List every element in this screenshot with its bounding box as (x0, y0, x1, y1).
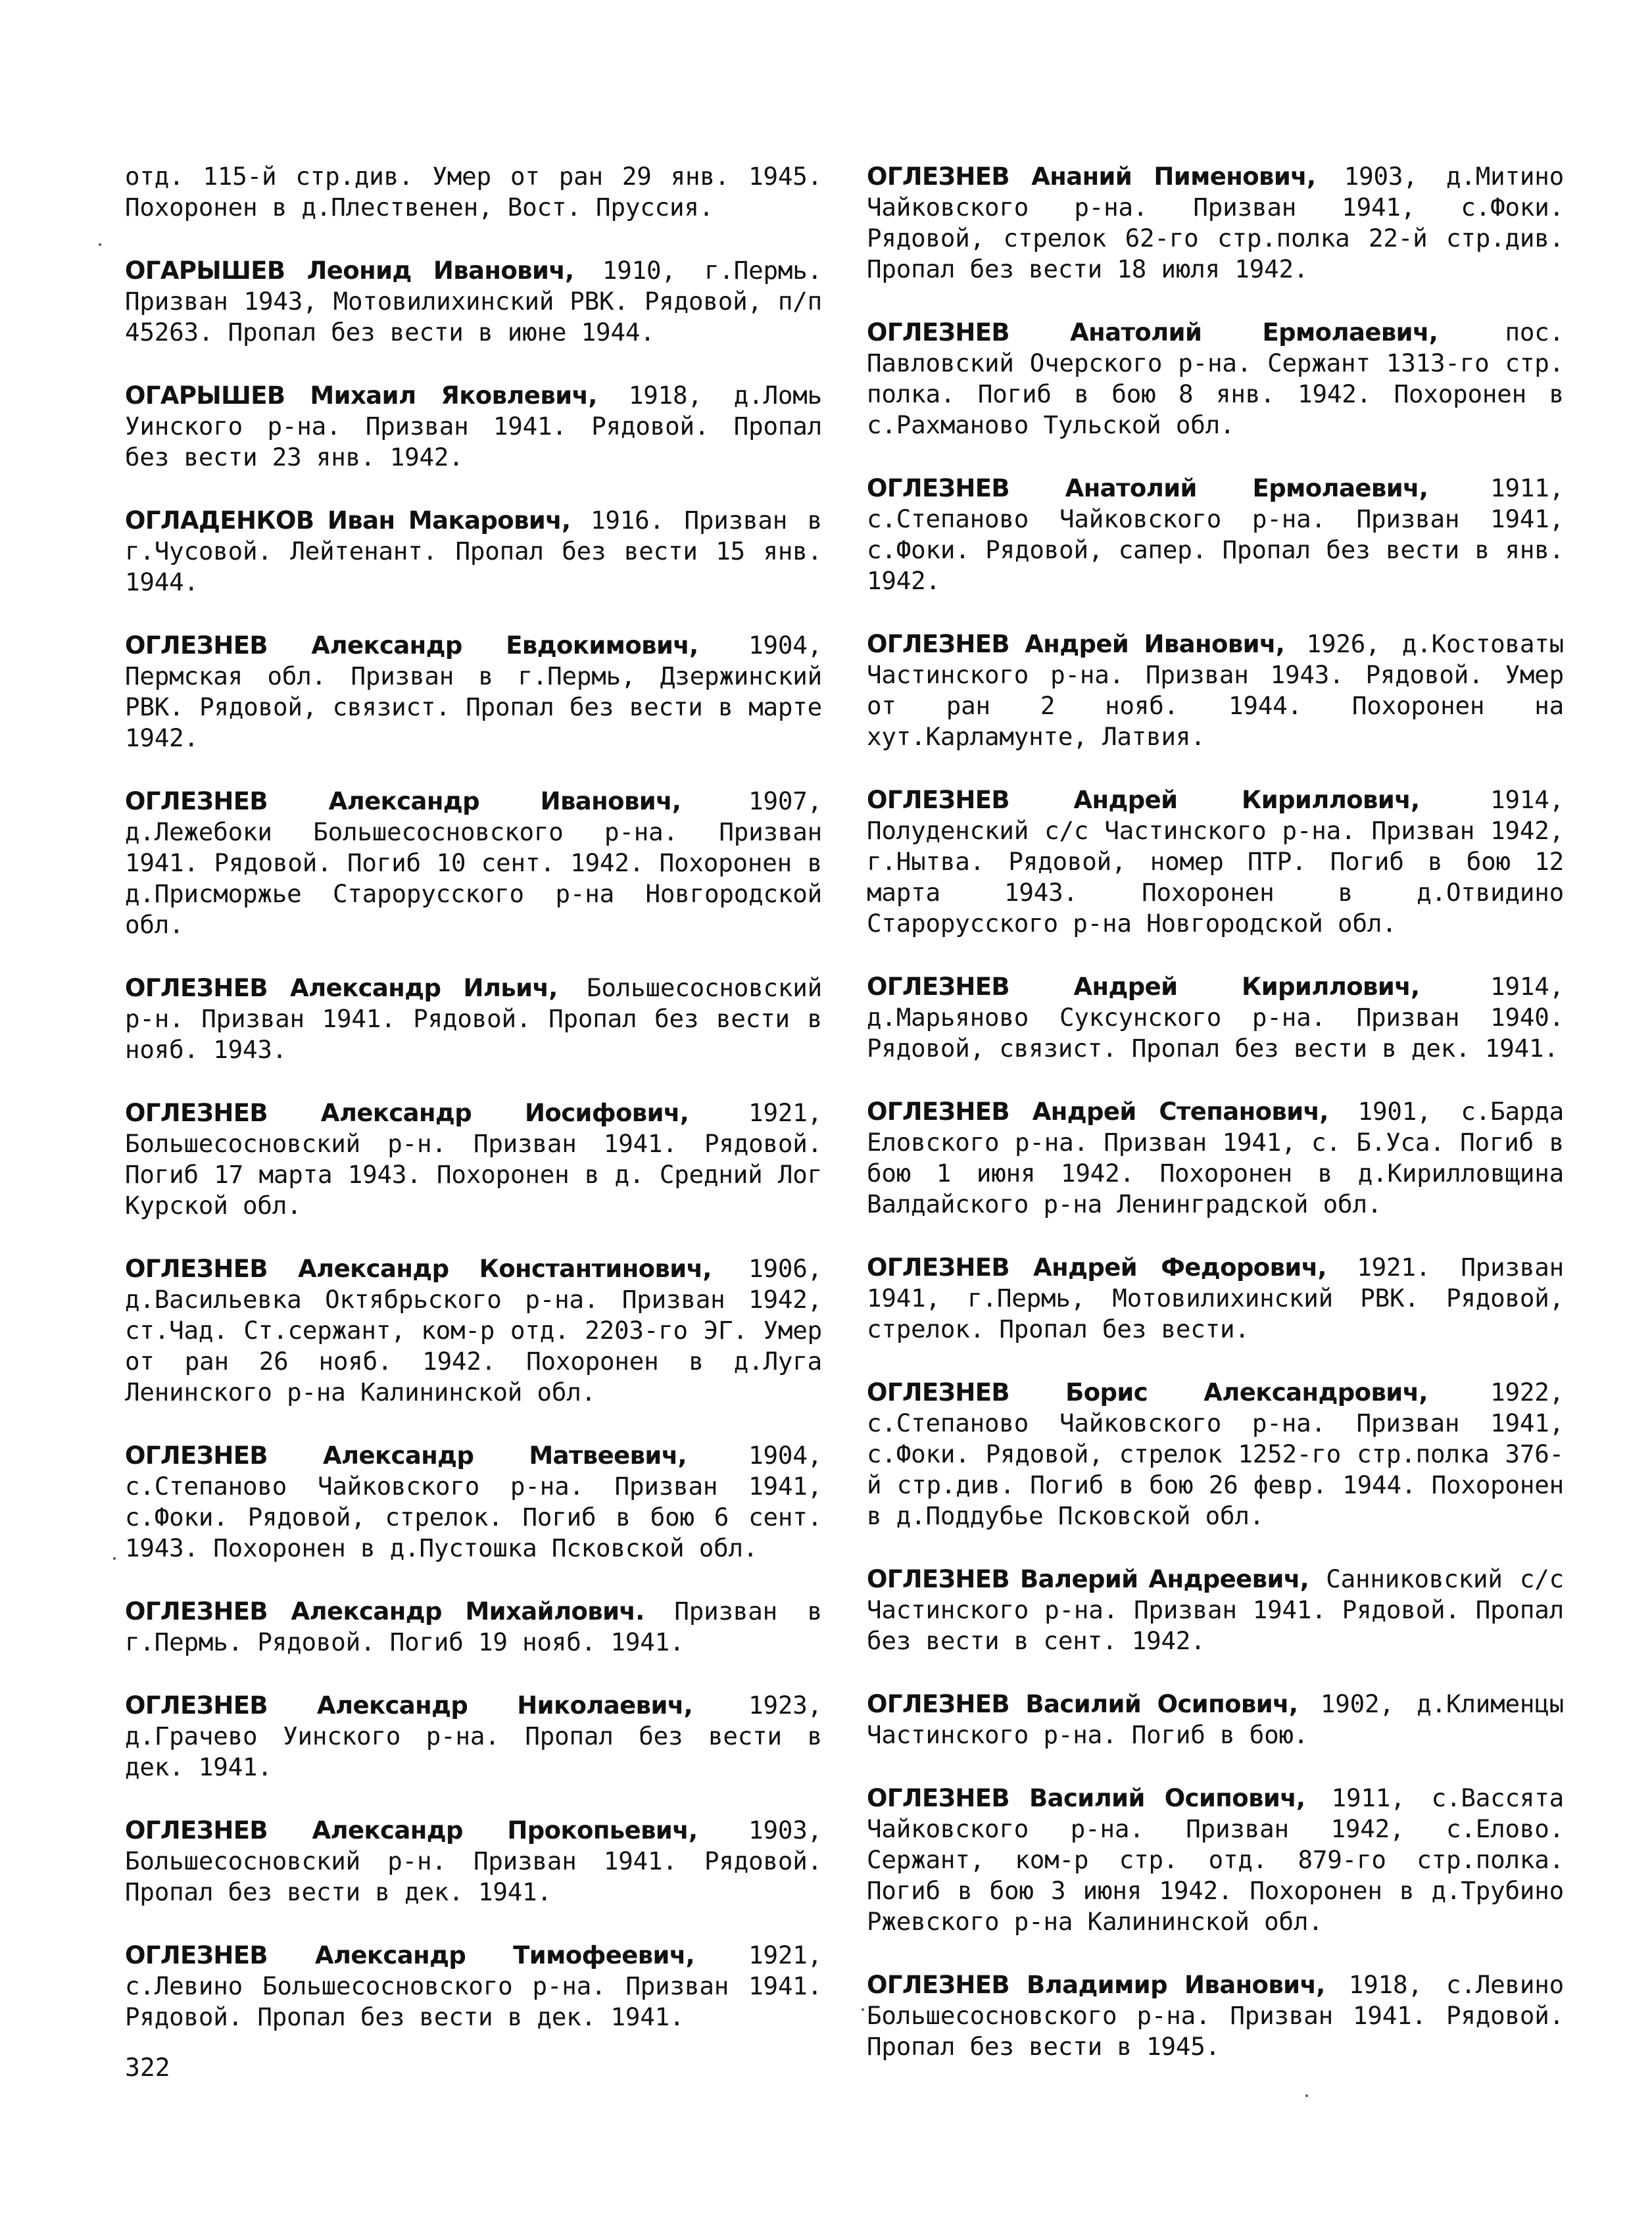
right-entry (867, 1783, 1564, 1937)
left-entry (125, 1098, 822, 1221)
entry-name: ОГЛЕЗНЕВ Андрей Степанович, (867, 1098, 1328, 1126)
entry-name: ОГЛЕЗНЕВ Александр Матвеевич, (125, 1441, 687, 1470)
entry-name: ОГЛЕЗНЕВ Ананий Пименович, (867, 162, 1316, 191)
entry-text: 1910, г.Пермь. Призван 1943, Мотовилихинский РВК. Рядовой, п/п 45263. Пропал без вести в июне 1944. (125, 256, 822, 347)
scan-speck (99, 243, 101, 246)
entry-text: 1904, с.Степаново Чайковского р-на. Призван 1941, с.Фоки. Рядовой, стрелок. Погиб в бою 6 сент. 1943. Похоронен в д.Пустошка Псковской обл. (125, 1441, 822, 1562)
entry-text: 1914, Полуденский с/с Частинского р-на. Призван 1942, г.Нытва. Рядовой, номер ПТР. Погиб в бою 12 марта 1943. Похоронен в д.Отвидино Старорусского р-на Новгородской обл. (867, 785, 1564, 938)
entry-text: 1922, с.Степаново Чайковского р-на. Призван 1941, с.Фоки. Рядовой, стрелок 1252-го стр.полка 376-й стр.див. Погиб в бою 26 февр. 1944. Похоронен в д.Поддубье Псковской обл. (867, 1378, 1564, 1530)
entry-text: 1921. Призван 1941, г.Пермь, Мотовилихинский РВК. Рядовой, стрелок. Пропал без вести. (867, 1253, 1564, 1343)
entry-text: 1911, с.Вассята Чайковского р-на. Призван 1942, с.Елово. Сержант, ком-р стр. отд. 879-го стр.полка. Погиб в бою 3 июня 1942. Похоронен в д.Трубино Ржевского р-на Калининской обл. (867, 1783, 1564, 1936)
entry-name: ОГЛЕЗНЕВ Александр Константинович, (125, 1255, 712, 1283)
left-entries-list (125, 255, 822, 2033)
continuation-text: отд. 115-й стр.див. Умер от ран 29 янв. 1945. Похоронен в д.Плественен, Вост. Пруссия. (125, 162, 822, 222)
scan-speck (862, 2008, 864, 2011)
entry-text: 1918, с.Левино Большесосновского р-на. Призван 1941. Рядовой. Пропал без вести в 1945. (867, 1970, 1564, 2061)
entry-name: ОГЛЕЗНЕВ Андрей Иванович, (867, 630, 1285, 658)
entry-text: Большесосновский р-н. Призван 1941. Рядовой. Пропал без вести в нояб. 1943. (125, 973, 822, 1064)
right-entry (867, 317, 1564, 441)
left-entry (125, 1815, 822, 1908)
entry-name: ОГЛЕЗНЕВ Александр Евдокимович, (125, 631, 698, 660)
right-entry (867, 161, 1564, 285)
entry-text: 1902, д.Клименцы Частинского р-на. Погиб в бою. (867, 1689, 1564, 1749)
entry-name: ОГЛЕЗНЕВ Александр Николаевич, (125, 1691, 693, 1720)
entry-name: ОГЛЕЗНЕВ Андрей Федорович, (867, 1253, 1327, 1282)
entry-name: ОГЛЕЗНЕВ Василий Осипович, (867, 1784, 1305, 1812)
right-entries-list (867, 161, 1564, 2062)
left-entry (125, 1440, 822, 1564)
entry-text: Призван в г.Пермь. Рядовой. Погиб 19 нояб. 1941. (125, 1597, 822, 1656)
left-entry (125, 1596, 822, 1658)
right-entry (867, 1969, 1564, 2062)
right-entry (867, 1377, 1564, 1532)
entry-text: 1923, д.Грачево Уинского р-на. Пропал без вести в дек. 1941. (125, 1691, 822, 1781)
right-entry (867, 1096, 1564, 1220)
left-entry (125, 973, 822, 1065)
right-column (867, 161, 1564, 2094)
right-entry (867, 1689, 1564, 1750)
entry-text: 1901, с.Барда Еловского р-на. Призван 1941, с. Б.Уса. Погиб в бою 1 июня 1942. Похоронен в д.Кирилловщина Валдайского р-на Ленинградской обл. (867, 1097, 1565, 1219)
entry-text: 1911, с.Степаново Чайковского р-на. Призван 1941, с.Фоки. Рядовой, сапер. Пропал без вести в янв. 1942. (867, 473, 1565, 595)
entry-text: Санниковский с/с Частинского р-на. Призван 1941. Рядовой. Пропал без вести в сент. 1942. (867, 1564, 1564, 1655)
entry-name: ОГЛЕЗНЕВ Борис Александрович, (867, 1378, 1428, 1407)
entry-name: ОГЛЕЗНЕВ Александр Михайлович. (125, 1597, 644, 1626)
entry-text: 1904, Пермская обл. Призван в г.Пермь, Дзержинский РВК. Рядовой, связист. Пропал без вести в марте 1942. (125, 631, 822, 752)
entry-name: ОГЛЕЗНЕВ Александр Прокопьевич, (125, 1816, 698, 1845)
left-entry (125, 1253, 822, 1408)
left-entry (125, 1940, 822, 2033)
right-entry (867, 473, 1564, 596)
entry-text: 1916. Призван в г.Чусовой. Лейтенант. Пропал без вести 15 янв. 1944. (125, 506, 822, 596)
entry-name: ОГЛАДЕНКОВ Иван Макарович, (125, 506, 571, 535)
entry-name: ОГЛЕЗНЕВ Александр Тимофеевич, (125, 1941, 695, 1969)
entry-name: ОГЛЕЗНЕВ Валерий Андреевич, (867, 1565, 1309, 1593)
right-entry (867, 629, 1564, 752)
entry-text: 1921, Большесосновский р-н. Призван 1941. Рядовой. Погиб 17 марта 1943. Похоронен в д. Средний Лог Курской обл. (125, 1098, 823, 1220)
entry-name: ОГЛЕЗНЕВ Анатолий Ермолаевич, (867, 318, 1438, 347)
entry-text: 1926, д.Костоваты Частинского р-на. Призван 1943. Рядовой. Умер от ран 2 нояб. 1944. Похоронен на хут.Карламунте, Латвия. (867, 629, 1564, 751)
left-entry (125, 1690, 822, 1783)
left-entry (125, 505, 822, 598)
entry-text: 1906, д.Васильевка Октябрьского р-на. Призван 1942, ст.Чад. Ст.сержант, ком-р отд. 2203-го ЭГ. Умер от ран 26 нояб. 1942. Похоронен в д.Луга Ленинского р-на Калининской обл. (125, 1254, 823, 1407)
page-number: 322 (125, 2053, 170, 2082)
entry-text: 1903, д.Митино Чайковского р-на. Призван 1941, с.Фоки. Рядовой, стрелок 62-го стр.полка 22-й стр.див. Пропал без вести 18 июля 1942. (867, 162, 1564, 283)
entry-name: ОГЛЕЗНЕВ Владимир Иванович, (867, 1971, 1325, 1999)
entry-text: пос. Павловский Очерского р-на. Сержант 1313-го стр. полка. Погиб в бою 8 янв. 1942. Похоронен в с.Рахманово Тульской обл. (867, 318, 1564, 439)
entry-name: ОГЛЕЗНЕВ Василий Осипович, (867, 1690, 1298, 1718)
entry-name: ОГЛЕЗНЕВ Андрей Кириллович, (867, 786, 1420, 814)
left-entry (125, 786, 822, 940)
entry-name: ОГЛЕЗНЕВ Анатолий Ермолаевич, (867, 474, 1428, 502)
left-column (125, 161, 822, 2065)
entry-text: 1921, с.Левино Большесосновского р-на. Призван 1941. Рядовой. Пропал без вести в дек. 1941. (125, 1941, 823, 2031)
entry-name: ОГЛЕЗНЕВ Александр Ильич, (125, 974, 558, 1002)
scan-speck (113, 1557, 116, 1560)
entry-name: ОГЛЕЗНЕВ Александр Иванович, (125, 787, 681, 815)
left-entry (125, 255, 822, 348)
entry-text: 1914, д.Марьяново Суксунского р-на. Призван 1940. Рядовой, связист. Пропал без вести в дек. 1941. (867, 972, 1564, 1063)
right-entry (867, 784, 1564, 939)
right-entry (867, 1564, 1564, 1656)
left-entry (125, 380, 822, 473)
entry-name: ОГЛЕЗНЕВ Александр Иосифович, (125, 1099, 689, 1127)
entry-text: 1903, Большесосновский р-н. Призван 1941. Рядовой. Пропал без вести в дек. 1941. (125, 1816, 822, 1906)
entry-name: ОГЛЕЗНЕВ Андрей Кириллович, (867, 973, 1420, 1001)
entry-text: 1918, д.Ломь Уинского р-на. Призван 1941. Рядовой. Пропал без вести 23 янв. 1942. (125, 381, 822, 471)
right-entry (867, 1252, 1564, 1345)
entry-name: ОГАРЫШЕВ Михаил Яковлевич, (125, 381, 597, 410)
scan-speck (1305, 2094, 1308, 2097)
entry-text: 1907, д.Лежебоки Большесосновского р-на. Призван 1941. Рядовой. Погиб 10 сент. 1942. Похоронен в д.Присморжье Старорусского р-на Новгородской обл. (125, 786, 822, 939)
right-entry (867, 971, 1564, 1064)
entry-name: ОГАРЫШЕВ Леонид Иванович, (125, 256, 574, 285)
left-entry (125, 630, 822, 754)
